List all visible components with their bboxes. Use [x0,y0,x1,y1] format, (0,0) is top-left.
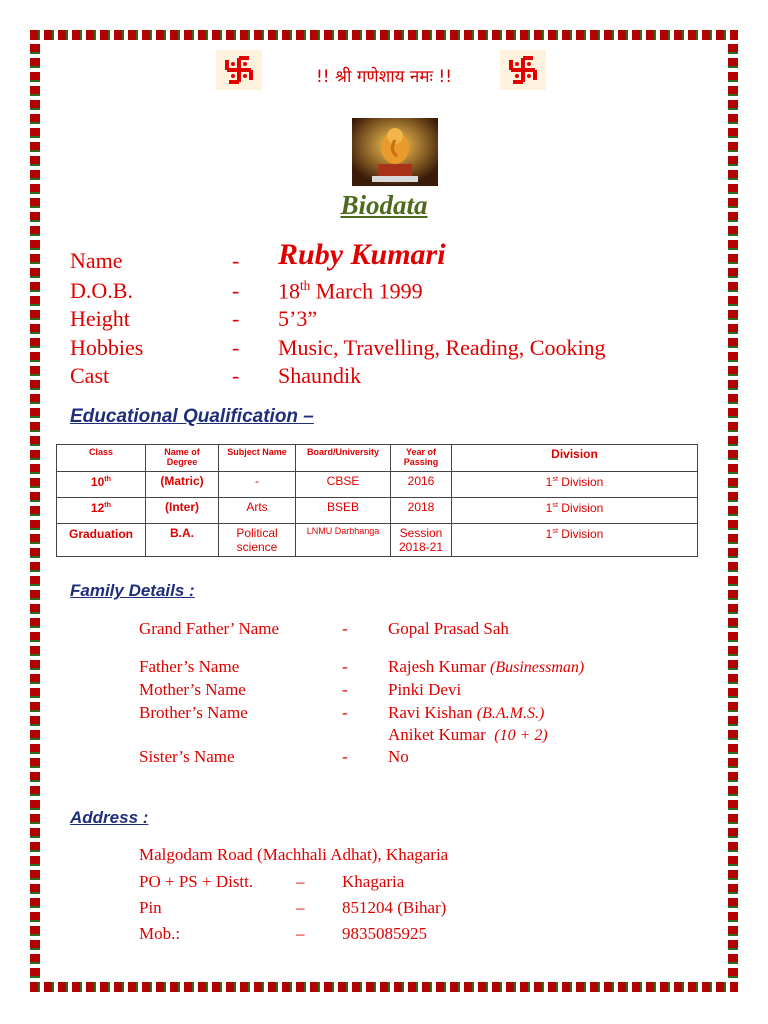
dob-sup: th [300,278,311,293]
table-header [57,445,698,472]
table-row [57,472,698,498]
div-rest: Division [557,475,604,489]
cell-board: CBSE [296,472,391,498]
height-value: 5’3” [278,306,318,331]
table-row [57,498,698,524]
div-sup: st [552,526,558,535]
div-rest: Division [557,501,604,515]
brother1-name: Ravi Kishan [388,703,473,722]
dash: - [342,680,348,699]
col-degree: Name of Degree [146,445,219,472]
pin-value: 851204 (Bihar) [342,898,447,917]
cell-degree: B.A. [146,524,219,557]
brother2-note: (10 + 2) [494,727,548,744]
mother-label: Mother’s Name [139,680,246,699]
mother-value: Pinki Devi [388,680,462,699]
div-rest: Division [557,527,604,541]
cell-class [57,498,146,524]
cell-division [452,472,698,498]
cell-degree: (Matric) [146,472,219,498]
class-num: Graduation [68,527,133,541]
cell-board: LNMU Darbhanga [296,524,391,557]
dob-rest: March 1999 [310,278,423,304]
dash: - [342,703,348,722]
cast-label: Cast [70,363,110,388]
col-subject: Subject Name [219,445,296,472]
education-table [56,444,698,557]
sister-label: Sister’s Name [139,747,235,766]
col-year: Year of Passing [391,445,452,472]
mob-label: Mob.: [139,924,181,943]
cell-degree: (Inter) [146,498,219,524]
cell-class [57,472,146,498]
dash: - [232,335,240,360]
div-num: 1 [545,501,553,515]
address-heading: Address : [70,808,149,827]
ganesh-image [352,118,438,186]
dash: – [296,898,305,917]
cell-division [452,498,698,524]
cell-class [57,524,146,557]
cell-board: BSEB [296,498,391,524]
pin-label: Pin [139,898,162,917]
hobbies-label: Hobbies [70,335,144,360]
dash: - [232,278,240,303]
class-num: 10 [90,475,105,489]
class-sup: th [104,500,112,509]
dash: - [232,306,240,331]
div-sup: st [552,474,558,483]
cell-division [452,524,698,557]
dash: - [342,619,348,638]
mantra-text: !! श्री गणेशाय नमः !! [315,67,453,87]
cell-year: 2016 [391,472,452,498]
dash: – [296,872,305,891]
address-line: Malgodam Road (Machhali Adhat), Khagaria [139,845,449,864]
po-value: Khagaria [342,872,405,891]
dob-day: 18 [278,278,300,304]
dash: – [296,924,305,943]
father-label: Father’s Name [139,657,240,676]
cell-subject: Arts [219,498,296,524]
cell-year: 2018 [391,498,452,524]
hobbies-value: Music, Travelling, Reading, Cooking [278,335,606,360]
div-sup: st [552,500,558,509]
class-sup: th [104,474,112,483]
education-heading: Educational Qualification – [70,406,314,427]
dash: - [342,747,348,766]
div-num: 1 [545,527,553,541]
name-value: Ruby Kumari [278,238,446,271]
dash: - [232,363,240,388]
cell-year: Session 2018-21 [391,524,452,557]
table-row [57,524,698,557]
mob-value: 9835085925 [342,924,427,943]
page-title: Biodata [340,190,428,220]
brother1-value [388,703,544,723]
dash: - [232,248,240,273]
name-label: Name [70,248,123,273]
family-heading: Family Details : [70,581,195,600]
class-num: 12 [90,501,105,515]
father-name: Rajesh Kumar [388,657,486,676]
col-board: Board/University [296,445,391,472]
dob-label: D.O.B. [70,278,133,303]
po-label: PO + PS + Distt. [139,872,254,891]
father-value [388,657,584,677]
height-label: Height [70,306,130,331]
cell-subject: Political science [219,524,296,557]
grandfather-value: Gopal Prasad Sah [388,619,509,638]
col-class: Class [57,445,146,472]
brother2-name: Aniket Kumar [388,725,486,744]
brother2-value [388,725,548,745]
sister-value: No [388,747,409,766]
col-division: Division [452,445,698,472]
dob-value [278,278,423,304]
cast-value: Shaundik [278,363,362,388]
div-num: 1 [545,475,553,489]
dash: - [342,657,348,676]
brother1-note: (B.A.M.S.) [476,705,545,722]
cell-subject: - [219,472,296,498]
grandfather-label: Grand Father’ Name [139,619,280,638]
brother-label: Brother’s Name [139,703,248,722]
father-note: (Businessman) [489,659,585,676]
